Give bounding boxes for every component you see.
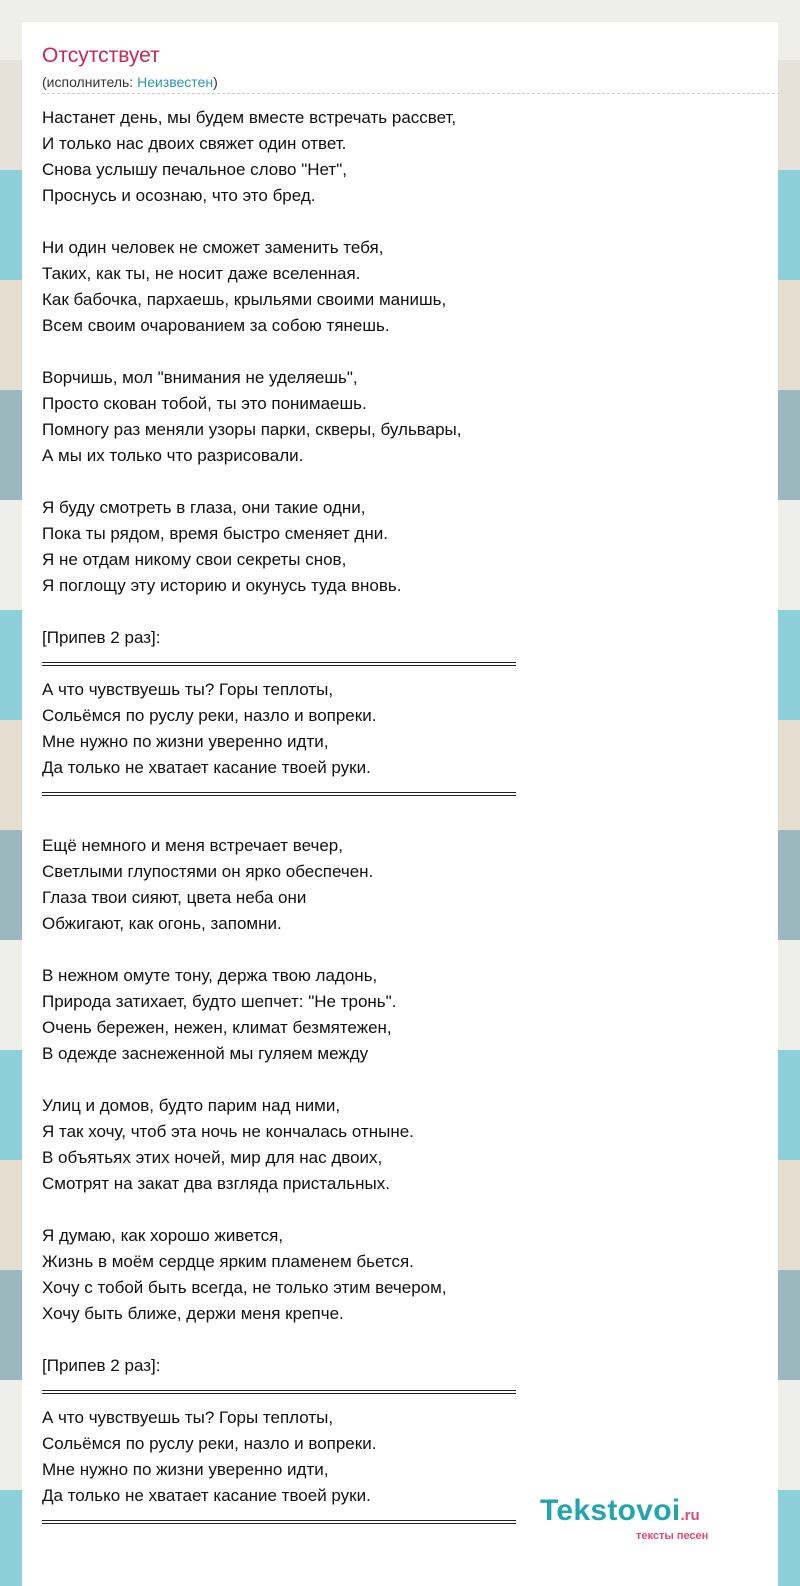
lyric-line: Природа затихает, будто шепчет: "Не тронь". xyxy=(42,992,397,1011)
lyric-line: Хочу быть ближе, держи меня крепче. xyxy=(42,1304,344,1323)
lyric-line: Очень бережен, нежен, климат безмятежен, xyxy=(42,1018,392,1037)
lyric-line: Обжигают, как огонь, запомни. xyxy=(42,914,282,933)
stanza-gap xyxy=(42,599,762,625)
lyric-line: Помногу раз меняли узоры парки, скверы, бульвары, xyxy=(42,420,462,439)
stanza-gap xyxy=(42,1327,762,1353)
lyric-line: Я поглощу эту историю и окунусь туда вновь. xyxy=(42,576,402,595)
lyric-line: Снова услышу печальное слово "Нет", xyxy=(42,160,347,179)
lyrics-card xyxy=(22,22,778,1586)
lyric-line: Ни один человек не сможет заменить тебя, xyxy=(42,238,384,257)
lyric-line: Просто скован тобой, ты это понимаешь. xyxy=(42,394,367,413)
lyric-line: Жизнь в моём сердце ярким пламенем бьется. xyxy=(42,1252,414,1271)
lyric-line: Я так хочу, чтоб эта ночь не кончалась отныне. xyxy=(42,1122,414,1141)
lyric-line: Хочу с тобой быть всегда, не только этим вечером, xyxy=(42,1278,447,1297)
lyrics-body xyxy=(42,105,762,1535)
lyric-line: Я не отдам никому свои секреты снов, xyxy=(42,550,347,569)
lyric-line: В одежде заснеженной мы гуляем между xyxy=(42,1044,369,1063)
lyric-line: Пока ты рядом, время быстро сменяет дни. xyxy=(42,524,388,543)
lyric-line: Проснусь и осознаю, что это бред. xyxy=(42,186,316,205)
lyric-line: Я буду смотреть в глаза, они такие одни, xyxy=(42,498,366,517)
lyric-line: И только нас двоих свяжет один ответ. xyxy=(42,134,347,153)
artist-line xyxy=(42,74,218,90)
lyric-line: А что чувствуешь ты? Горы теплоты, xyxy=(42,680,334,699)
stanza-gap xyxy=(42,209,762,235)
lyric-line: Мне нужно по жизни уверенно идти, xyxy=(42,1460,329,1479)
stanza-gap xyxy=(42,937,762,963)
lyric-line: Смотрят на закат два взгляда пристальных. xyxy=(42,1174,390,1193)
lyric-line: Таких, как ты, не носит даже вселенная. xyxy=(42,264,361,283)
lyric-line: В объятьях этих ночей, мир для нас двоих, xyxy=(42,1148,383,1167)
stanza-gap xyxy=(42,1067,762,1093)
lyric-line: Ворчишь, мол "внимания не уделяешь", xyxy=(42,368,358,387)
lyric-line: Да только не хватает касание твоей руки. xyxy=(42,1486,371,1505)
artist-suffix: ) xyxy=(213,74,218,90)
lyric-line: Как бабочка, пархаешь, крыльями своими манишь, xyxy=(42,290,447,309)
lyric-line: Мне нужно по жизни уверенно идти, xyxy=(42,732,329,751)
lyric-line: Ещё немного и меня встречает вечер, xyxy=(42,836,343,855)
lyric-line: [Припев 2 раз]: xyxy=(42,1356,161,1375)
stanza-gap xyxy=(42,469,762,495)
lyric-line: Глаза твои сияют, цвета неба они xyxy=(42,888,307,907)
site-logo[interactable] xyxy=(540,1494,709,1542)
song-title: Отсутствует xyxy=(42,44,160,67)
lyric-line: А что чувствуешь ты? Горы теплоты, xyxy=(42,1408,334,1427)
stanza-gap xyxy=(42,807,762,833)
chorus-divider xyxy=(42,651,762,677)
lyric-line: Сольёмся по руслу реки, назло и вопреки. xyxy=(42,706,377,725)
lyric-line: Сольёмся по руслу реки, назло и вопреки. xyxy=(42,1434,377,1453)
logo-text: Tekstovoi xyxy=(540,1494,681,1527)
lyric-line: В нежном омуте тону, держа твою ладонь, xyxy=(42,966,378,985)
lyric-line: Светлыми глупостями он ярко обеспечен. xyxy=(42,862,374,881)
stanza-gap xyxy=(42,1197,762,1223)
stanza-gap xyxy=(42,339,762,365)
title-divider xyxy=(42,93,780,94)
lyric-line: Настанет день, мы будем вместе встречать рассвет, xyxy=(42,108,457,127)
artist-prefix: (исполнитель: xyxy=(42,74,138,90)
lyric-line: [Припев 2 раз]: xyxy=(42,628,161,647)
lyric-line: А мы их только что разрисовали. xyxy=(42,446,304,465)
lyric-line: Я думаю, как хорошо живется, xyxy=(42,1226,284,1245)
chorus-divider xyxy=(42,1379,762,1405)
logo-domain: .ru xyxy=(680,1507,700,1524)
logo-tagline: тексты песен xyxy=(636,1530,709,1542)
lyric-line: Всем своим очарованием за собою тянешь. xyxy=(42,316,390,335)
artist-link[interactable]: Неизвестен xyxy=(137,74,214,90)
lyric-line: Да только не хватает касание твоей руки. xyxy=(42,758,371,777)
chorus-divider xyxy=(42,781,762,807)
lyric-line: Улиц и домов, будто парим над ними, xyxy=(42,1096,341,1115)
